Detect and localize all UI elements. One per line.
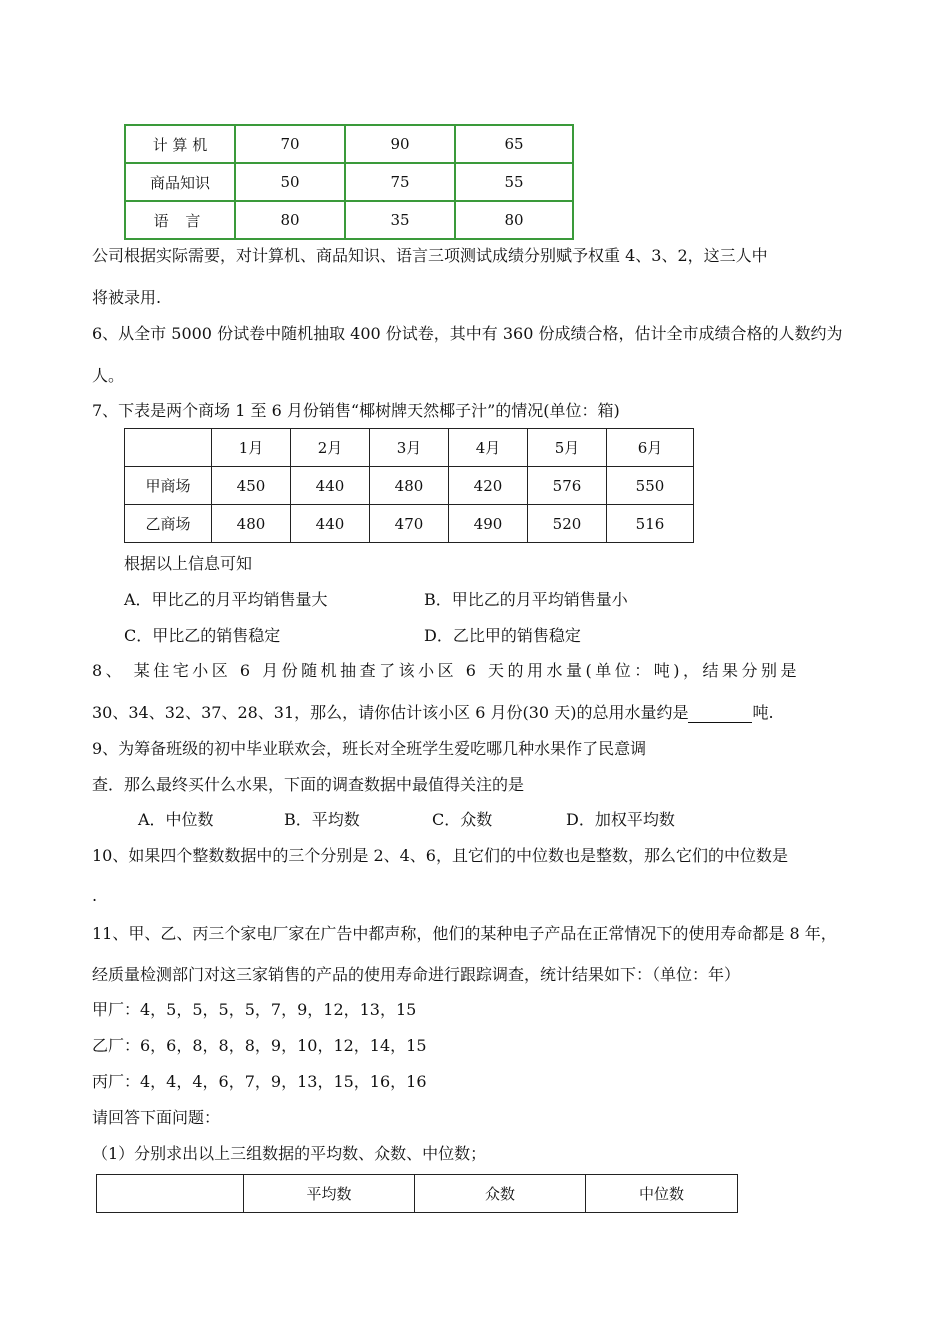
table-cell: 90 bbox=[345, 125, 455, 163]
table-cell: 470 bbox=[370, 505, 449, 543]
table-cell: 65 bbox=[455, 125, 573, 163]
table-header-row bbox=[125, 429, 694, 467]
table-cell: 550 bbox=[607, 467, 694, 505]
table-row bbox=[125, 201, 573, 239]
table-row bbox=[125, 125, 573, 163]
answer-blank bbox=[688, 706, 752, 723]
q7-option-b: B．甲比乙的月平均销售量小 bbox=[424, 590, 628, 609]
q7-option-d: D．乙比甲的销售稳定 bbox=[424, 626, 581, 645]
header-cell: 众数 bbox=[415, 1175, 586, 1213]
table-row bbox=[125, 163, 573, 201]
table-cell: 80 bbox=[235, 201, 345, 239]
header-cell: 4月 bbox=[449, 429, 528, 467]
q9-option-c: C．众数 bbox=[432, 810, 493, 829]
q9-text-line1: 9、为筹备班级的初中毕业联欢会，班长对全班学生爱吃哪几种水果作了民意调 bbox=[92, 739, 647, 758]
row-label: 商品知识 bbox=[125, 163, 235, 201]
q6-text-line1: 6、从全市 5000 份试卷中随机抽取 400 份试卷，其中有 360 份成绩合格，估计全市成绩合格的人数约为 bbox=[92, 324, 843, 343]
table-cell: 80 bbox=[455, 201, 573, 239]
q8-text-line2-post: 吨. bbox=[752, 703, 774, 722]
header-cell: 5月 bbox=[528, 429, 607, 467]
q7-lead: 根据以上信息可知 bbox=[124, 554, 253, 573]
header-cell bbox=[125, 429, 212, 467]
q11-prompt: 请回答下面问题： bbox=[92, 1108, 221, 1127]
q7-stem: 7、下表是两个商场 1 至 6 月份销售“椰树牌天然椰子汁”的情况(单位：箱) bbox=[92, 401, 620, 420]
row-label: 乙商场 bbox=[125, 505, 212, 543]
table-cell: 440 bbox=[291, 467, 370, 505]
q9-option-a: A．中位数 bbox=[138, 810, 214, 829]
header-cell: 1月 bbox=[212, 429, 291, 467]
q5-text-line2: 将被录用. bbox=[92, 288, 162, 307]
q8-text-line2 bbox=[92, 703, 774, 723]
q11-text-line2: 经质量检测部门对这三家销售的产品的使用寿命进行跟踪调查，统计结果如下：（单位：年） bbox=[92, 965, 741, 984]
table-cell: 520 bbox=[528, 505, 607, 543]
header-cell: 6月 bbox=[607, 429, 694, 467]
q8-text-line2-pre: 30、34、32、37、28、31，那么，请你估计该小区 6 月份(30 天)的总用水量约是 bbox=[92, 703, 689, 722]
q8-text-line1: 8、 某住宅小区 6 月份随机抽查了该小区 6 天的用水量(单位：吨)，结果分别是 bbox=[92, 661, 800, 680]
table-cell: 440 bbox=[291, 505, 370, 543]
q11-sub1: （1）分别求出以上三组数据的平均数、众数、中位数； bbox=[92, 1144, 487, 1163]
table-cell: 480 bbox=[370, 467, 449, 505]
header-cell: 中位数 bbox=[586, 1175, 738, 1213]
q9-option-b: B．平均数 bbox=[284, 810, 360, 829]
table-cell: 480 bbox=[212, 505, 291, 543]
q11-data-a: 甲厂：4，5，5，5，5，7，9，12，13，15 bbox=[92, 1000, 417, 1019]
row-label: 计 算 机 bbox=[125, 125, 235, 163]
q11-data-b: 乙厂：6，6，8，8，8，9，10，12，14，15 bbox=[92, 1036, 427, 1055]
q9-option-d: D．加权平均数 bbox=[566, 810, 675, 829]
table-header-row bbox=[97, 1175, 738, 1213]
header-cell: 平均数 bbox=[244, 1175, 415, 1213]
sales-table bbox=[124, 428, 694, 543]
q11-data-c: 丙厂：4，4，4，6，7，9，13，15，16，16 bbox=[92, 1072, 427, 1091]
q5-text-line1: 公司根据实际需要，对计算机、商品知识、语言三项测试成绩分别赋予权重 4、3、2，这三人中 bbox=[92, 246, 768, 265]
table-cell: 35 bbox=[345, 201, 455, 239]
table-cell: 50 bbox=[235, 163, 345, 201]
q10-text-line2: . bbox=[92, 886, 98, 905]
q10-text-line1: 10、如果四个整数数据中的三个分别是 2、4、6，且它们的中位数也是整数，那么它们的中位数是 bbox=[92, 846, 788, 865]
table-cell: 420 bbox=[449, 467, 528, 505]
score-table bbox=[124, 124, 574, 240]
table-cell: 450 bbox=[212, 467, 291, 505]
table-cell: 516 bbox=[607, 505, 694, 543]
table-cell: 576 bbox=[528, 467, 607, 505]
header-cell: 2月 bbox=[291, 429, 370, 467]
q7-option-a: A．甲比乙的月平均销售量大 bbox=[124, 590, 328, 609]
table-row bbox=[125, 505, 694, 543]
table-row bbox=[125, 467, 694, 505]
q11-text-line1: 11、甲、乙、丙三个家电厂家在广告中都声称，他们的某种电子产品在正常情况下的使用寿命都是 8 年， bbox=[92, 924, 837, 943]
table-cell: 490 bbox=[449, 505, 528, 543]
q9-text-line2: 查．那么最终买什么水果，下面的调查数据中最值得关注的是 bbox=[92, 775, 525, 794]
table-cell: 75 bbox=[345, 163, 455, 201]
q6-text-line2: 人。 bbox=[92, 366, 125, 385]
row-label: 语 言 bbox=[125, 201, 235, 239]
q7-option-c: C．甲比乙的销售稳定 bbox=[124, 626, 281, 645]
answer-table bbox=[96, 1174, 738, 1213]
table-cell: 70 bbox=[235, 125, 345, 163]
row-label: 甲商场 bbox=[125, 467, 212, 505]
header-cell bbox=[97, 1175, 244, 1213]
table-cell: 55 bbox=[455, 163, 573, 201]
header-cell: 3月 bbox=[370, 429, 449, 467]
